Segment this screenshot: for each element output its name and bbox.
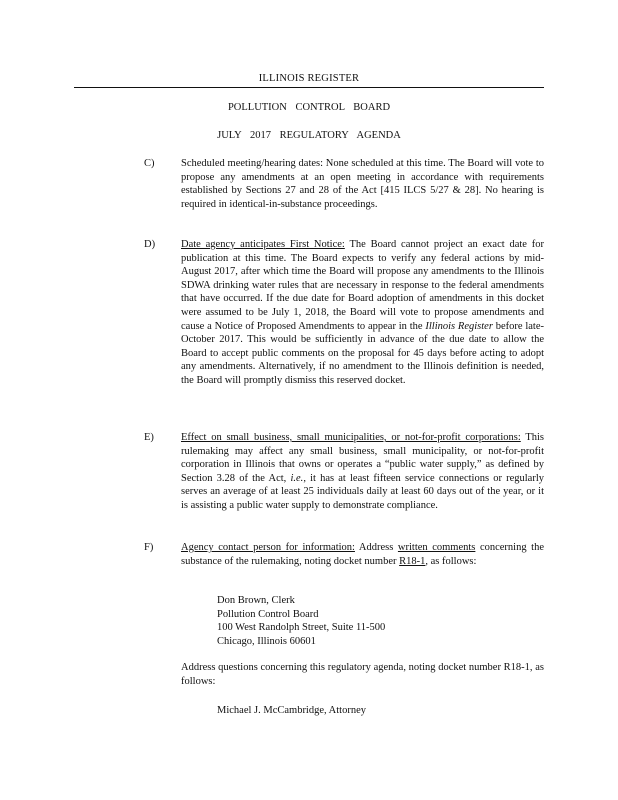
item-e-heading: Effect on small business, small municipalities, or not-for-profit corporations:	[181, 432, 521, 443]
attorney-line	[217, 704, 366, 718]
item-d-text	[181, 238, 544, 388]
address-line: Chicago, Illinois 60601	[217, 635, 316, 647]
item-d-label: D)	[144, 239, 156, 250]
item-f-text	[181, 541, 544, 568]
item-c-label: C)	[144, 158, 155, 169]
item-e	[144, 431, 544, 513]
address-line: 100 West Randolph Street, Suite 11-500	[217, 622, 386, 634]
item-c	[144, 157, 544, 211]
item-f-text-2: concerning the substance of the rulemaking, noting docket number	[181, 542, 544, 567]
questions-text: Address questions concerning this regulatory agenda, noting docket number R18-1, as follows:	[181, 662, 544, 687]
item-f-written-comments: written comments	[397, 542, 476, 553]
register-title: ILLINOIS REGISTER	[258, 73, 360, 84]
address-line: Don Brown, Clerk	[217, 595, 295, 606]
item-e-label: E)	[144, 432, 154, 443]
item-d-italic: Illinois Register	[425, 320, 493, 332]
item-d-text-2: before late-October 2017. This would be sufficiently in advance of the due date to allow the Board to accept public comments on the proposal for 45 days before acting to adopt any amendments. Alternatively, if no amendment to the Illinois definition is needed, the Board will promptly dismiss this reserved docket.	[181, 320, 544, 386]
item-e-text-2: , it has at least fifteen service connections or regularly serves an average of at least 25 individuals daily at least 60 days out of the year, or it is assisting a public water supply to demonstrate compliance.	[181, 472, 545, 511]
item-e-italic: i.e.	[290, 472, 304, 484]
item-f-docket: R18-1	[399, 555, 426, 567]
header-rule	[74, 87, 544, 88]
attorney-name: Michael J. McCambridge, Attorney	[217, 705, 367, 716]
item-c-text: Scheduled meeting/hearing dates: None scheduled at this time. The Board will vote to propose any amendments at an open meeting in accordance with requirements established by Sections 27 and 28 of the Act [415 ILCS 5/27 & 28]. No hearing is required in identical-in-substance proceedings.	[181, 158, 544, 210]
clerk-address-block	[217, 594, 385, 648]
item-f-text-1: Address	[354, 542, 398, 553]
item-d-heading: Date agency anticipates First Notice:	[181, 239, 345, 250]
item-f-label: F)	[144, 542, 154, 553]
item-d-text-1: The Board cannot project an exact date for publication at this time. The Board expects to verify any federal actions by mid-August 2017, after which time the Board will propose any amendments to the Illinois SDWA drinking water rules that are necessary in response to the federal amendments that have occurred. If the due date for Board adoption of amendments in this docket were assumed to be July 1, 2018, the Board will vote to propose amendments and cause a Notice of Proposed Amendments to appear in the	[181, 239, 544, 332]
agency-name: POLLUTION CONTROL BOARD	[227, 102, 391, 113]
item-e-text	[181, 431, 544, 513]
item-f-text-3: , as follows:	[425, 555, 477, 567]
item-f	[144, 541, 544, 568]
questions-paragraph	[144, 661, 544, 688]
address-line: Pollution Control Board	[217, 608, 319, 620]
item-e-text-1: This rulemaking may affect any small business, small municipality, or not-for-profit corporation in Illinois that owns or operates a “public water supply,” as defined by Section 3.28 of the Act,	[181, 432, 545, 484]
agenda-title: JULY 2017 REGULATORY AGENDA	[217, 130, 401, 141]
item-f-heading: Agency contact person for information:	[181, 542, 355, 553]
item-d	[144, 238, 544, 388]
